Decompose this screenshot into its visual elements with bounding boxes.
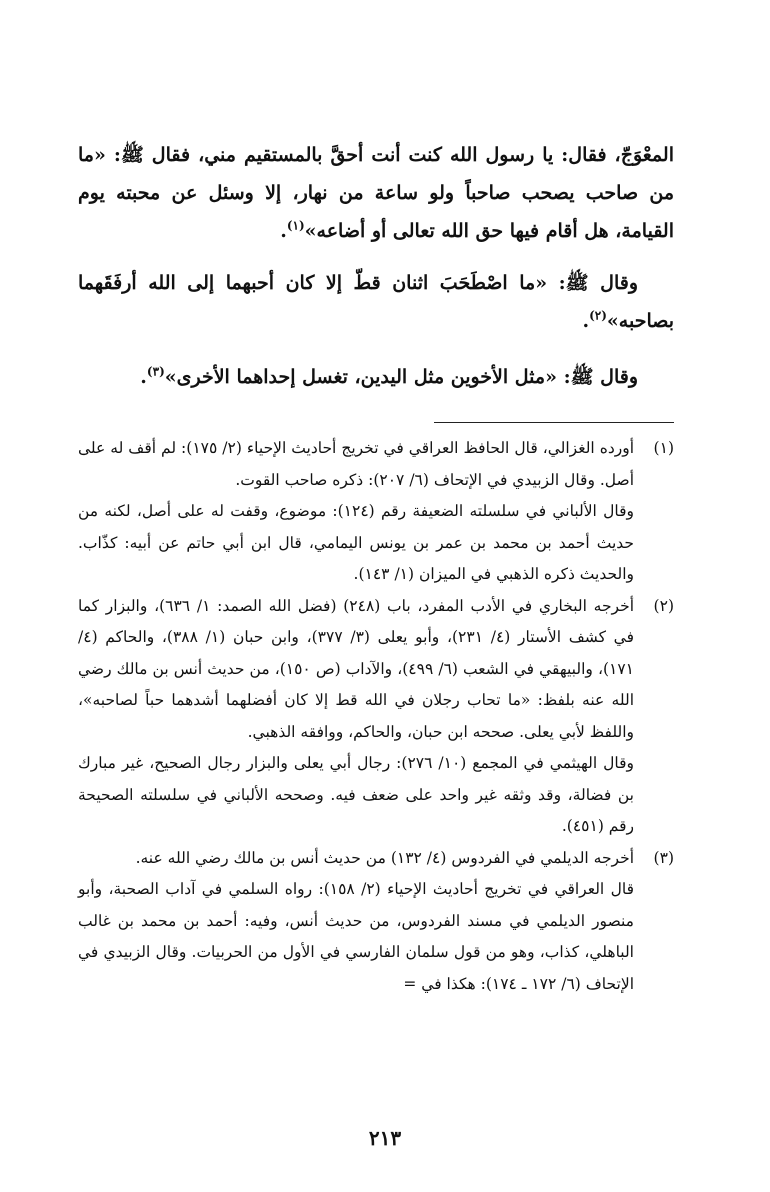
footnote-divider <box>434 422 674 423</box>
page-number: ٢١٣ <box>368 1126 402 1150</box>
footnote-ref-3[interactable]: (٣) <box>146 364 165 379</box>
footnote-text: أخرجه البخاري في الأدب المفرد، باب (٢٤٨) (فضل الله الصمد: ١/ ٦٣٦)، والبزار كما في كشف الأستار (٤/ ٢٣١)، وأبو يعلى (٣/ ٣٧٧)، وابن حبان (١/ ٣٨٨)، والحاكم (٤/ ١٧١)، والبيهقي في الشعب (٦/ ٤٩٩)، والآداب (ص ١٥٠)، من حديث أنس بن مالك رضي الله عنه بلفظ: «ما تحاب رجلان في الله قط إلا كان أفضلهما أشدهما حباً لصاحبه»، واللفظ لأبي يعلى. صححه ابن حبان، والحاكم، ووافقه الذهبي. <box>78 596 635 741</box>
footnote-3 <box>78 843 674 1001</box>
footnote-1 <box>78 433 674 591</box>
footnote-number: (٣) <box>653 848 674 867</box>
footnote-number: (١) <box>653 439 674 457</box>
footnote-text: قال العراقي في تخريج أحاديث الإحياء (٢/ ١٥٨): رواه السلمي في آداب الصحبة، وأبو منصور الديلمي في مسند الفردوس، من حديث أنس، وفيه: أحمد بن محمد بن غالب الباهلي، كذاب، وهو من قول سلمان الفارسي في الأول من الحربيات. وقال الزبيدي في الإتحاف (٦/ ١٧٢ ـ ١٧٤): هكذا في = <box>78 880 634 993</box>
footnote-text: أخرجه الديلمي في الفردوس (٤/ ١٣٢) من حديث أنس بن مالك رضي الله عنه. <box>135 848 634 867</box>
main-paragraph-2: وقال ﷺ: «ما اصْطَحَبَ اثنان قطّ إلا كان أحبهما إلى الله أرفَقَهما بصاحبه»$^{(٢)}$. <box>78 272 674 332</box>
main-paragraph-1: المعْوَجّ، فقال: يا رسول الله كنت أنت أحقَّ بالمستقيم مني، فقال ﷺ: «ما من صاحب يصحب صاحباً ولو ساعة من نهار، إلا وسئل عن محبته يوم القيامة، هل أقام فيها حق الله تعالى أو أضاعه»$^{(١)}$. <box>78 144 674 242</box>
footnotes <box>78 433 674 1000</box>
footnote-text: وقال الألباني في سلسلته الضعيفة رقم (١٢٤): موضوع، وقفت له على أصل، لكنه من حديث أحمد بن محمد بن عمر بن يونس اليمامي، قال ابن أبي حاتم عن أبيه: كذّاب. والحديث ذكره الذهبي في الميزان (١/ ١٤٣). <box>78 502 635 583</box>
footnote-text: أورده الغزالي، قال الحافظ العراقي في تخريج أحاديث الإحياء (٢/ ١٧٥): لم أقف له على أصل. وقال الزبيدي في الإتحاف (٦/ ٢٠٧): ذكره صاحب القوت. <box>78 439 635 489</box>
footnote-2 <box>78 591 674 843</box>
footnote-number: (٢) <box>653 596 674 615</box>
main-text <box>78 136 674 396</box>
footnote-text: وقال الهيثمي في المجمع (١٠/ ٢٧٦): رجال أبي يعلى والبزار رجال الصحيح، غير مبارك بن فضالة، وقد وثقه غير واحد على ضعف فيه. وصححه الألباني في سلسلته الصحيحة رقم (٤٥١). <box>78 754 634 835</box>
main-paragraph-3: وقال ﷺ: «مثل الأخوين مثل اليدين، تغسل إحداهما الأخرى»$^{(٣)}$. <box>140 364 638 388</box>
footnote-ref-1[interactable]: (١) <box>286 218 305 233</box>
footnote-ref-2[interactable]: (٢) <box>589 308 607 323</box>
